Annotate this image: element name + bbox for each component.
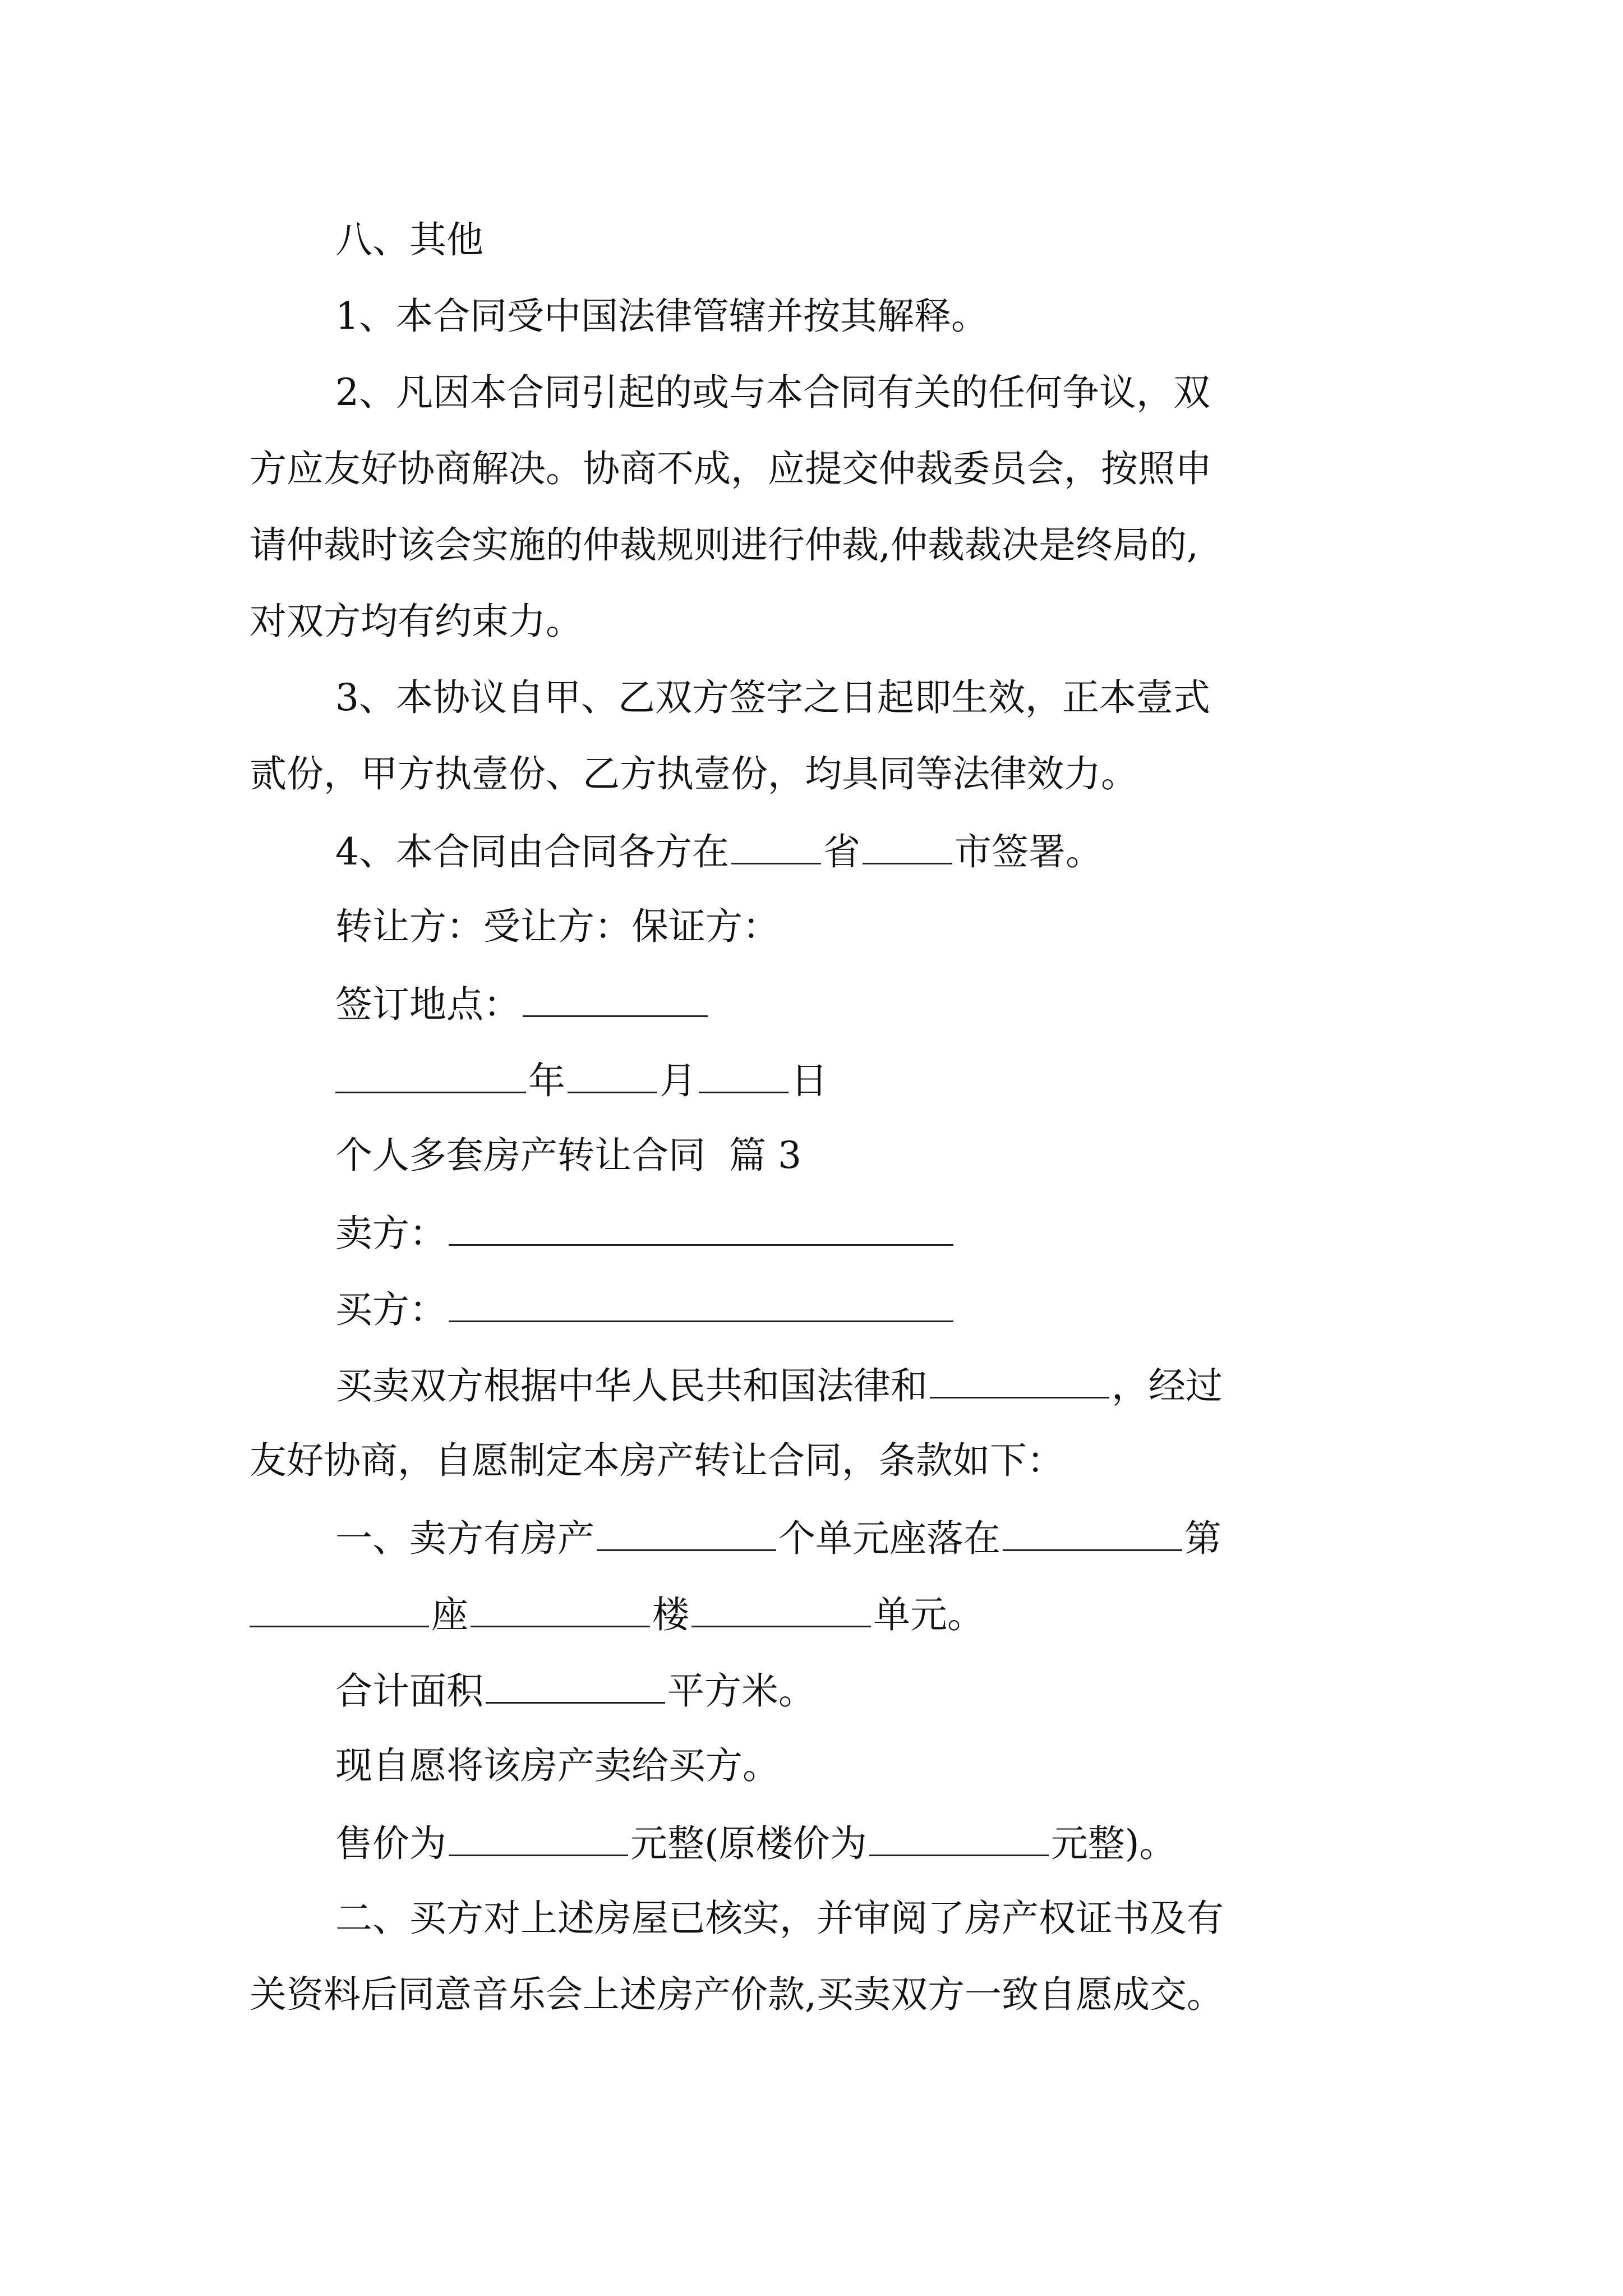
price-mid: 元整(原楼价为 — [630, 1822, 867, 1865]
building-label: 楼 — [652, 1593, 689, 1636]
province-blank[interactable] — [731, 828, 821, 864]
law-blank[interactable] — [930, 1362, 1109, 1398]
price-label: 售价为 — [335, 1822, 446, 1865]
seller-line — [335, 1209, 956, 1256]
day-label: 日 — [791, 1059, 828, 1102]
clause-item-2-line-3: 请仲裁时该会实施的仲裁规则进行仲裁,仲裁裁决是终局的, — [250, 523, 1198, 567]
clause-1-part-1: 一、卖方有房产 — [335, 1517, 594, 1560]
sign-place-blank[interactable] — [523, 981, 708, 1017]
price-end: 元整)。 — [1050, 1822, 1177, 1865]
area-unit: 平方米。 — [667, 1669, 815, 1713]
original-price-blank[interactable] — [869, 1820, 1049, 1856]
month-label: 月 — [660, 1059, 697, 1102]
seller-label: 卖方： — [335, 1212, 446, 1255]
seller-blank[interactable] — [449, 1209, 953, 1246]
clause-item-2-line-4: 对双方均有约束力。 — [250, 600, 583, 643]
buyer-line — [335, 1286, 956, 1332]
date-line — [335, 1057, 828, 1103]
clause-1-part-2: 个单元座落在 — [778, 1517, 1000, 1560]
buyer-label: 买方： — [335, 1288, 446, 1331]
clause-1-part-3: 第 — [1184, 1517, 1221, 1560]
clause-1-line-1 — [335, 1515, 1221, 1561]
intro-line-2: 友好协商，自愿制定本房产转让合同，条款如下： — [250, 1439, 1064, 1482]
clause-item-2-line-2: 方应友好协商解决。协商不成，应提交仲裁委员会，按照申 — [250, 447, 1212, 490]
clause-item-2-line-1: 2、凡因本合同引起的或与本合同有关的任何争议，双 — [335, 371, 1210, 414]
area-line — [335, 1667, 815, 1714]
area-blank[interactable] — [486, 1667, 665, 1704]
block-blank[interactable] — [250, 1591, 429, 1627]
contract-title: 个人多套房产转让合同 篇 3 — [335, 1134, 801, 1177]
city-blank[interactable] — [863, 828, 952, 864]
intro-part-2: ，经过 — [1112, 1364, 1223, 1407]
day-blank[interactable] — [699, 1057, 789, 1093]
clause-1-line-2 — [250, 1591, 984, 1637]
unit-label: 单元。 — [873, 1593, 984, 1636]
area-label: 合计面积 — [335, 1669, 483, 1713]
building-blank[interactable] — [471, 1591, 650, 1627]
price-line — [335, 1820, 1177, 1866]
clause-2-line-2: 关资料后同意音乐会上述房产价款,买卖双方一致自愿成交。 — [250, 1973, 1224, 2016]
clause-item-4-mid: 省 — [823, 830, 860, 873]
price-blank[interactable] — [449, 1820, 628, 1856]
location-blank[interactable] — [1003, 1515, 1182, 1551]
clause-item-3-line-2: 贰份，甲方执壹份、乙方执壹份，均具同等法律效力。 — [250, 752, 1138, 795]
sign-place-label: 签订地点： — [335, 983, 520, 1026]
parties-line: 转让方：受让方：保证方： — [335, 905, 780, 948]
clause-2-line-1: 二、买方对上述房屋已核实，并审阅了房产权证书及有 — [335, 1897, 1224, 1940]
block-label: 座 — [431, 1593, 468, 1636]
clause-item-4 — [335, 828, 1103, 875]
buyer-blank[interactable] — [449, 1286, 953, 1322]
year-blank[interactable] — [335, 1057, 526, 1093]
sign-place-line — [335, 981, 710, 1027]
clause-item-4-suffix: 市签署。 — [955, 830, 1103, 873]
intro-part-1: 买卖双方根据中华人民共和国法律和 — [335, 1364, 928, 1407]
sell-statement: 现自愿将该房产卖给买方。 — [335, 1744, 780, 1787]
clause-item-1: 1、本合同受中国法律管辖并按其解释。 — [335, 295, 988, 338]
property-count-blank[interactable] — [597, 1515, 776, 1551]
month-blank[interactable] — [568, 1057, 657, 1093]
year-label: 年 — [528, 1059, 565, 1102]
clause-item-4-prefix: 4、本合同由合同各方在 — [335, 830, 729, 873]
unit-blank[interactable] — [691, 1591, 871, 1627]
clause-item-3-line-1: 3、本协议自甲、乙双方签字之日起即生效，正本壹式 — [335, 676, 1210, 719]
section-heading: 八、其他 — [335, 218, 483, 261]
intro-line-1 — [335, 1362, 1223, 1409]
